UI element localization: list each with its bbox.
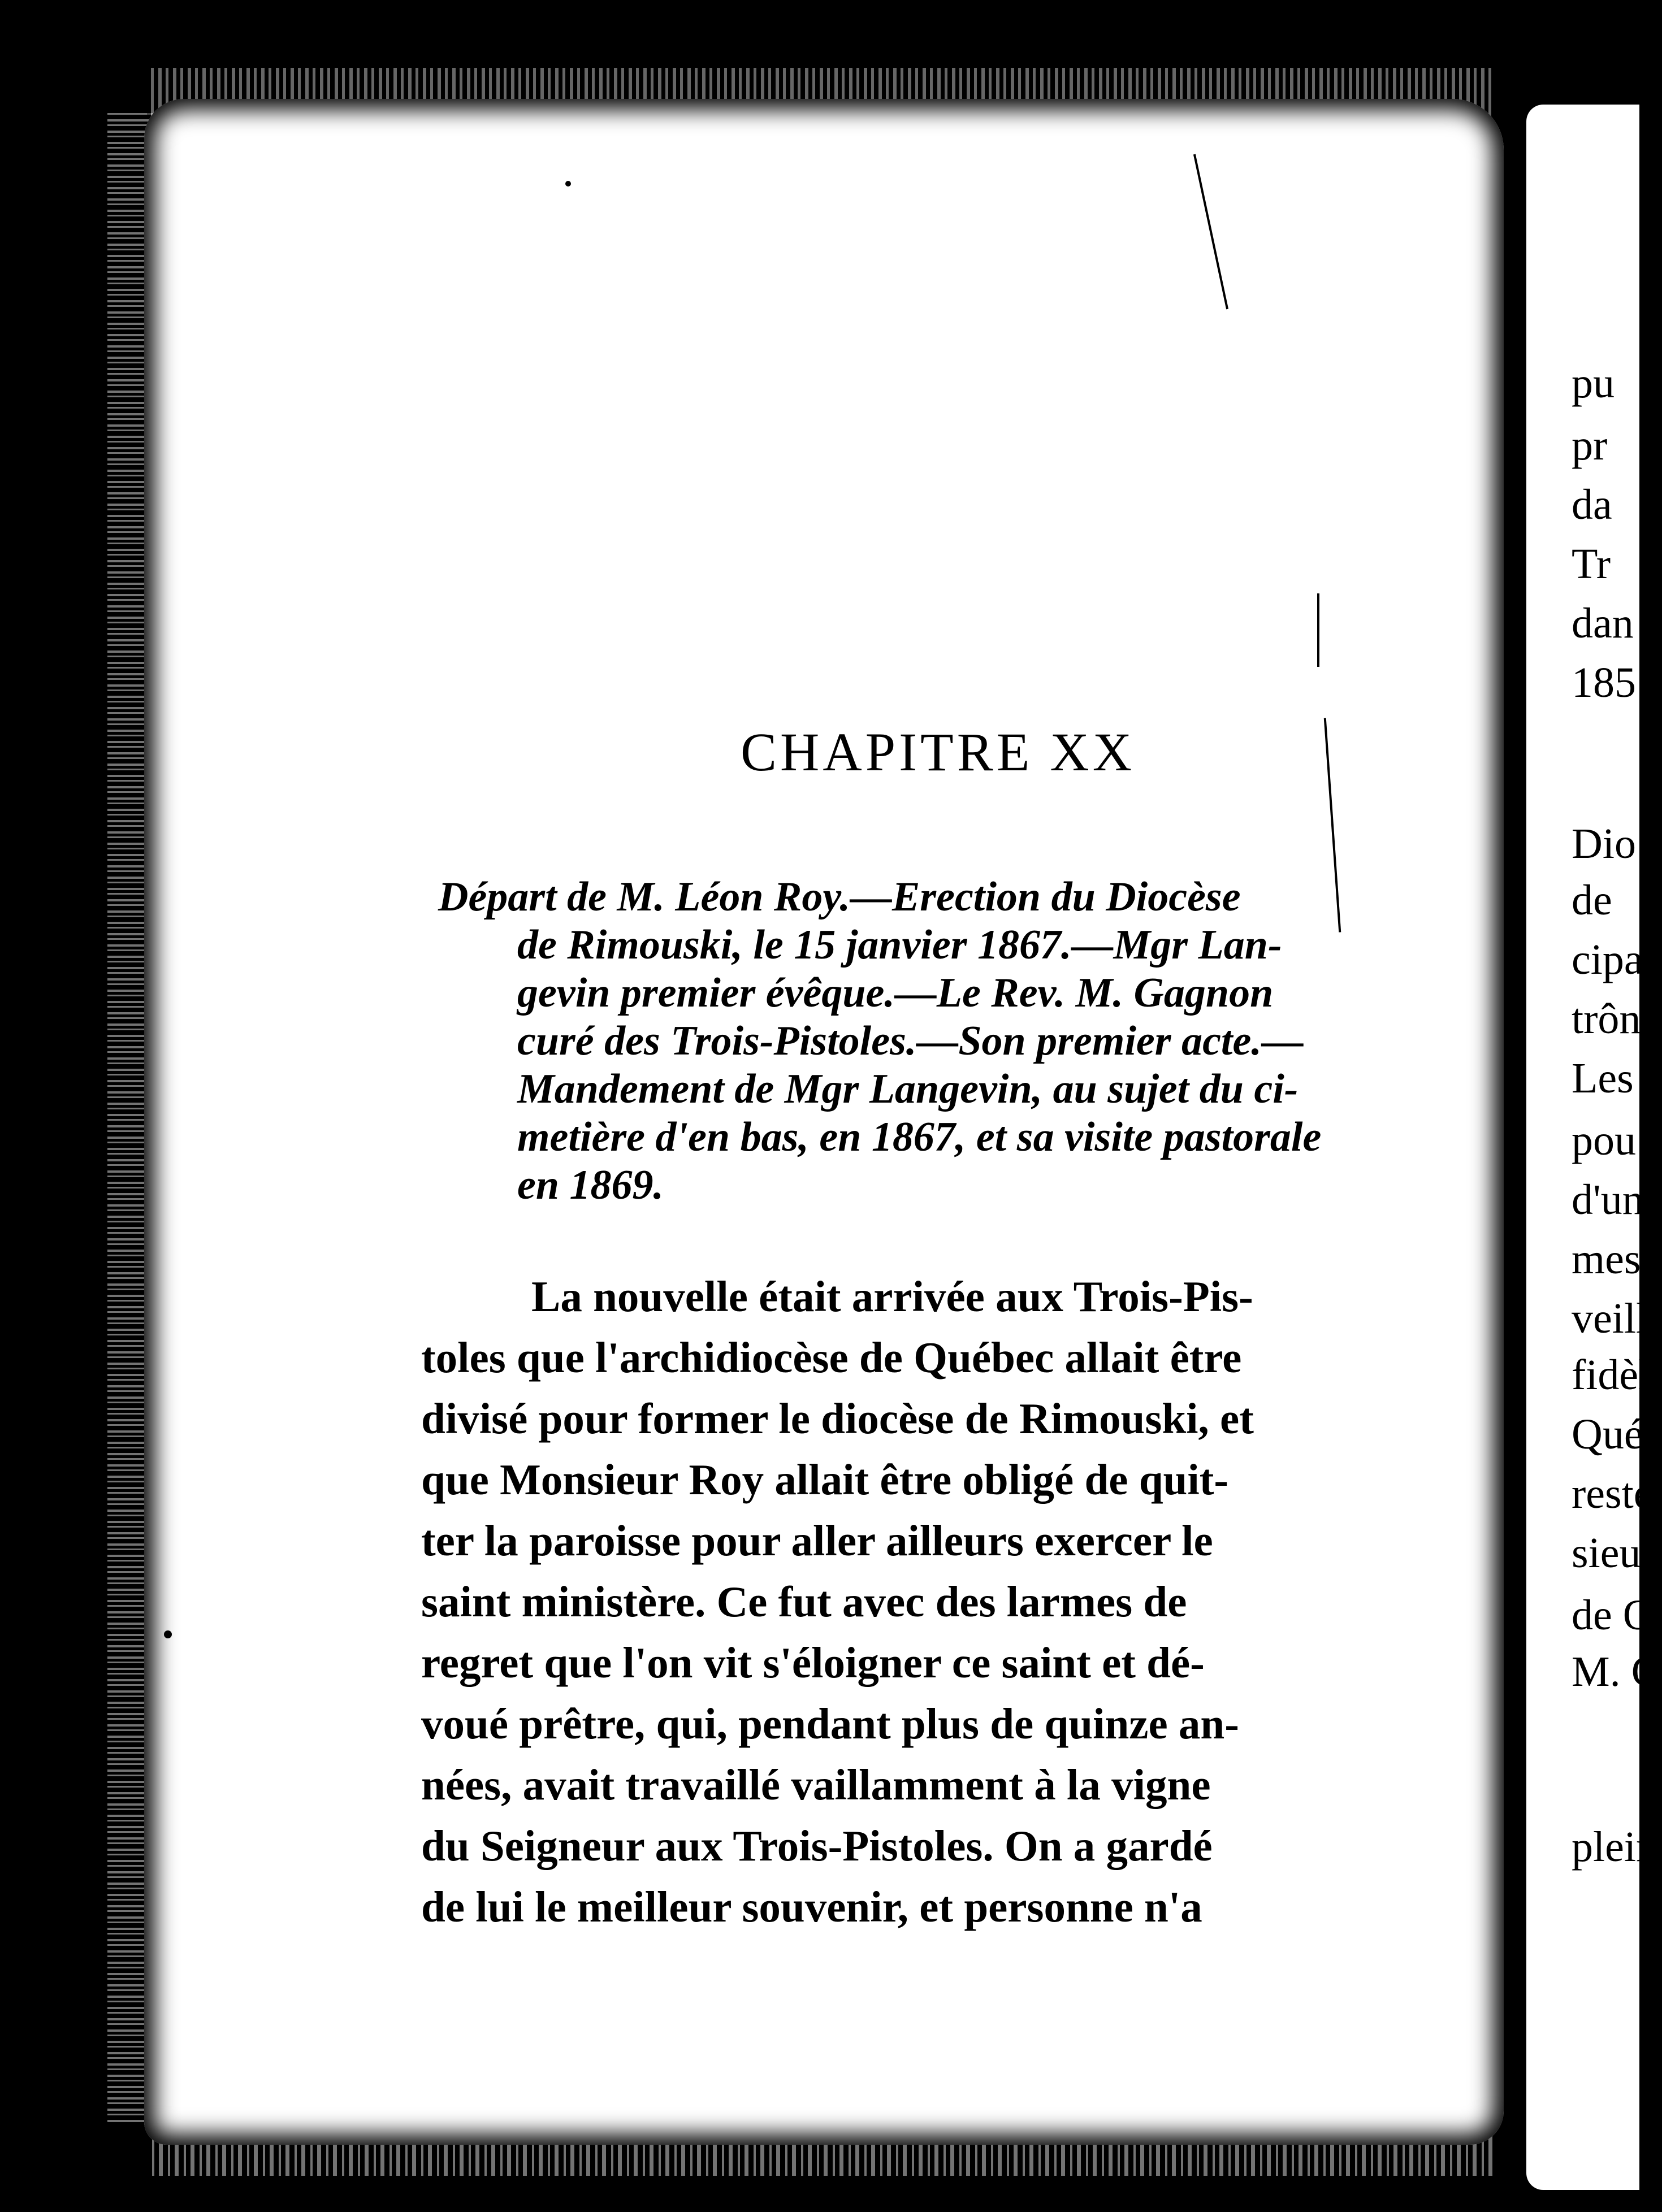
chapter-title: CHAPITRE XX [741, 722, 1136, 782]
facing-page-fragment: plein [1572, 1823, 1657, 1871]
facing-page-fragment: sieur [1572, 1529, 1655, 1577]
summary-line: Mandement de Mgr Langevin, au sujet du ci- [517, 1066, 1299, 1112]
facing-page-fragment: pu [1572, 359, 1615, 407]
facing-page-fragment: resté [1572, 1470, 1653, 1517]
facing-page-fragment: fidèl [1572, 1351, 1651, 1399]
summary-line: de Rimouski, le 15 janvier 1867.—Mgr Lan- [517, 922, 1282, 968]
facing-page-fragment: dan [1572, 600, 1634, 647]
body-line: saint ministère. Ce fut avec des larmes de [421, 1577, 1187, 1626]
facing-page-fragment: Les [1572, 1055, 1634, 1102]
summary-line: en 1869. [517, 1162, 664, 1208]
scan-speck [164, 1630, 172, 1638]
facing-page-fragment: cipa [1572, 936, 1643, 983]
body-line: La nouvelle était arrivée aux Trois-Pis- [531, 1272, 1253, 1321]
body-line: de lui le meilleur souvenir, et personne n'a [421, 1883, 1202, 1931]
body-line: du Seigneur aux Trois-Pistoles. On a gardé [421, 1821, 1213, 1870]
body-line: nées, avait travaillé vaillamment à la vigne [421, 1760, 1211, 1809]
facing-page-fragment: 185 [1572, 659, 1636, 706]
body-line: ter la paroisse pour aller ailleurs exercer le [421, 1516, 1213, 1565]
facing-page-fragment: veill [1572, 1295, 1648, 1342]
body-line: voué prêtre, qui, pendant plus de quinze an- [421, 1699, 1239, 1748]
scan-scratch-mark [1317, 593, 1319, 667]
facing-page-fragment: trôn [1572, 995, 1641, 1043]
facing-page-fragment: d'un [1572, 1176, 1644, 1224]
summary-line: curé des Trois-Pistoles.—Son premier acte.— [517, 1018, 1304, 1064]
facing-page-fragment: da [1572, 481, 1612, 528]
facing-page-fragment: mes [1572, 1235, 1641, 1283]
facing-page-fragment: de [1572, 877, 1612, 924]
scan-speck [565, 181, 571, 186]
body-line: que Monsieur Roy allait être obligé de quit- [421, 1455, 1229, 1504]
facing-page-fragment: pr [1572, 422, 1608, 469]
facing-page-fragment: Qué [1572, 1411, 1643, 1458]
facing-page-fragment: M. G [1572, 1648, 1662, 1695]
body-line: divisé pour former le diocèse de Rimouski, et [421, 1394, 1254, 1443]
facing-page-fragment: de Q [1572, 1591, 1654, 1639]
summary-line: metière d'en bas, en 1867, et sa visite pastorale [517, 1114, 1322, 1160]
chapter-summary [438, 873, 1439, 1209]
summary-line: gevin premier évêque.—Le Rev. M. Gagnon [517, 970, 1274, 1016]
body-line: toles que l'archidiocèse de Québec allait être [421, 1333, 1242, 1382]
facing-page-fragment: Tr [1572, 540, 1611, 588]
facing-page-fragment: Dio [1572, 820, 1636, 868]
summary-line: Départ de M. Léon Roy.—Erection du Diocèse [438, 874, 1241, 920]
facing-page-fragment: pou [1572, 1117, 1636, 1164]
body-paragraph [421, 1266, 1442, 1937]
body-line: regret que l'on vit s'éloigner ce saint et dé- [421, 1638, 1205, 1687]
